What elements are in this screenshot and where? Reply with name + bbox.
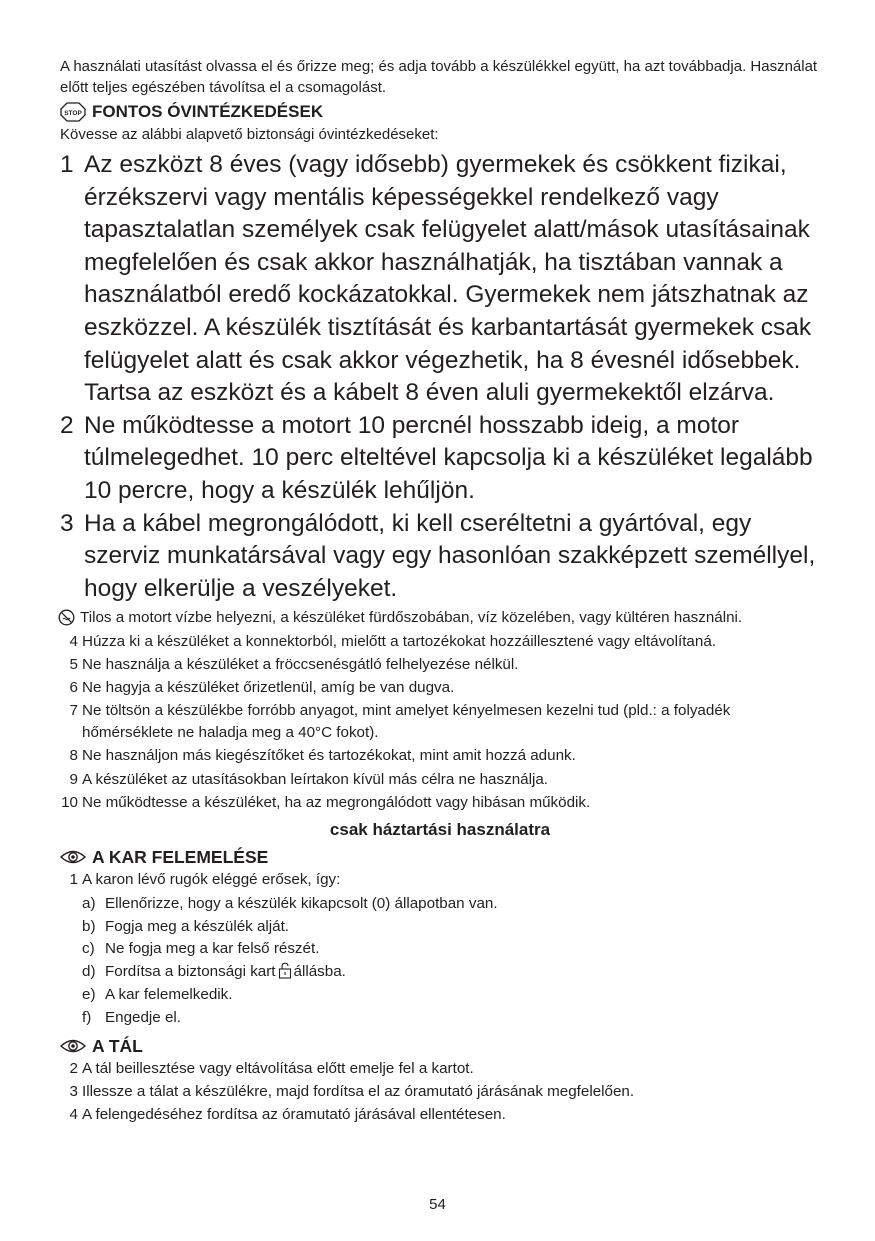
list-item: 1 Az eszközt 8 éves (vagy idősebb) gyermekek és csökkent fizikai, érzékszervi vagy mentális képességekkel rendelkező vagy tapasztalatlan személyek csak felügyelet alatt/mások utasításainak megfelelően és csak akkor használhatják, ha tisztában vannak a használatból eredő kockázatokkal. Gyermekek nem játszhatnak az eszközzel. A készülék tisztítását és karbantartását gyermekek csak felügyelet alatt és csak akkor végezhetik, ha 8 évesnél idősebbek. Tartsa az eszközt és a kábelt 8 éven aluli gyermekektől elzárva.: [60, 151, 812, 407]
prohibited-item: Tilos a motort vízbe helyezni, a készüléket fürdőszobában, víz közelében, vagy kültéren használni.: [60, 607, 820, 629]
bowl-title: A TÁL: [92, 1035, 143, 1056]
list-item: 3 Illessze a tálat a készülékre, majd fordítsa el az óramutató járásának megfelelően.: [69, 1082, 635, 1100]
list-item: d) Fordítsa a biztonsági kart állásba.: [82, 963, 346, 981]
list-item: 7 Ne töltsön a készülékbe forróbb anyagot, mint amelyet kényelmesen kezelni tud (pld.: a folyadék hőmérséklete ne haladja meg a 40°C fokot).: [69, 702, 731, 742]
bowl-heading: [60, 1034, 820, 1058]
eye-icon: [60, 849, 86, 865]
list-item: b) Fogja meg a készülék alját.: [82, 917, 290, 935]
list-item: 5 Ne használja a készüléket a fröccsenésgátló felhelyezése nélkül.: [69, 655, 519, 673]
list-item: 3 Ha a kábel megrongálódott, ki kell cseréltetni a gyártóval, egy szerviz munkatársával vagy egy hasonlóan szakképzett személlyel, hogy elkerülje a veszélyeket.: [60, 509, 816, 602]
list-item: 1 A karon lévő rugók eléggé erősek, így:: [69, 871, 341, 889]
list-item: 9 A készüléket az utasításokban leírtakon kívül más célra ne használja.: [69, 770, 548, 788]
safety-subtitle: Kövesse az alábbi alapvető biztonsági óvintézkedéseket:: [60, 126, 439, 143]
list-item: 10 Ne működtesse a készüléket, ha az megrongálódott vagy hibásan működik.: [61, 793, 591, 811]
list-item: 4 A felengedéséhez fordítsa az óramutató járásával ellentétesen.: [69, 1106, 506, 1124]
list-item: 2 A tál beillesztése vagy eltávolítása előtt emelje fel a kartot.: [69, 1059, 474, 1077]
arm-steps: [60, 893, 820, 1030]
prohibited-icon: [58, 609, 75, 626]
list-item: e) A kar felemelkedik.: [82, 985, 233, 1003]
list-item: 4 Húzza ki a készüléket a konnektorból, mielőtt a tartozékokat hozzáillesztené vagy eltávolítaná.: [69, 632, 716, 650]
unlock-icon: [278, 962, 292, 979]
svg-text:STOP: STOP: [64, 110, 82, 117]
list-item: a) Ellenőrizze, hogy a készülék kikapcsolt (0) állapotban van.: [82, 894, 498, 912]
list-item: 6 Ne hagyja a készüléket őrizetlenül, amíg be van dugva.: [69, 679, 455, 697]
household-note: csak háztartási használatra: [329, 820, 551, 840]
intro-text: A használati utasítást olvassa el és őrizze meg; és adja tovább a készülékkel együtt, ha azt továbbadja. Használat előtt teljes egészében távolítsa el a csomagolást.: [60, 58, 818, 96]
arm-title: A KAR FELEMELÉSE: [92, 847, 269, 868]
list-item: 8 Ne használjon más kiegészítőket és tartozékokat, mint amit hozzá adunk.: [69, 747, 576, 765]
eye-icon: [60, 1038, 86, 1054]
arm-list: [60, 869, 820, 891]
page-number: 54: [429, 1196, 446, 1213]
safety-title: FONTOS ÓVINTÉZKEDÉSEK: [92, 102, 324, 121]
list-item: f) Engedje el.: [82, 1008, 181, 1026]
safety-heading: [60, 100, 820, 124]
list-item: c) Ne fogja meg a kar felső részét.: [82, 940, 320, 958]
bowl-list: [60, 1058, 820, 1126]
small-safety-list: [60, 607, 820, 813]
big-safety-list: [60, 149, 820, 605]
list-item: 2 Ne működtesse a motort 10 percnél hosszabb ideig, a motor túlmelegedhet. 10 perc elteltével kapcsolja ki a készüléket legalább 10 percre, hogy a készülék lehűljön.: [60, 411, 813, 504]
manual-page: [60, 56, 820, 1127]
arm-heading: [60, 845, 820, 869]
stop-icon: [60, 102, 86, 122]
